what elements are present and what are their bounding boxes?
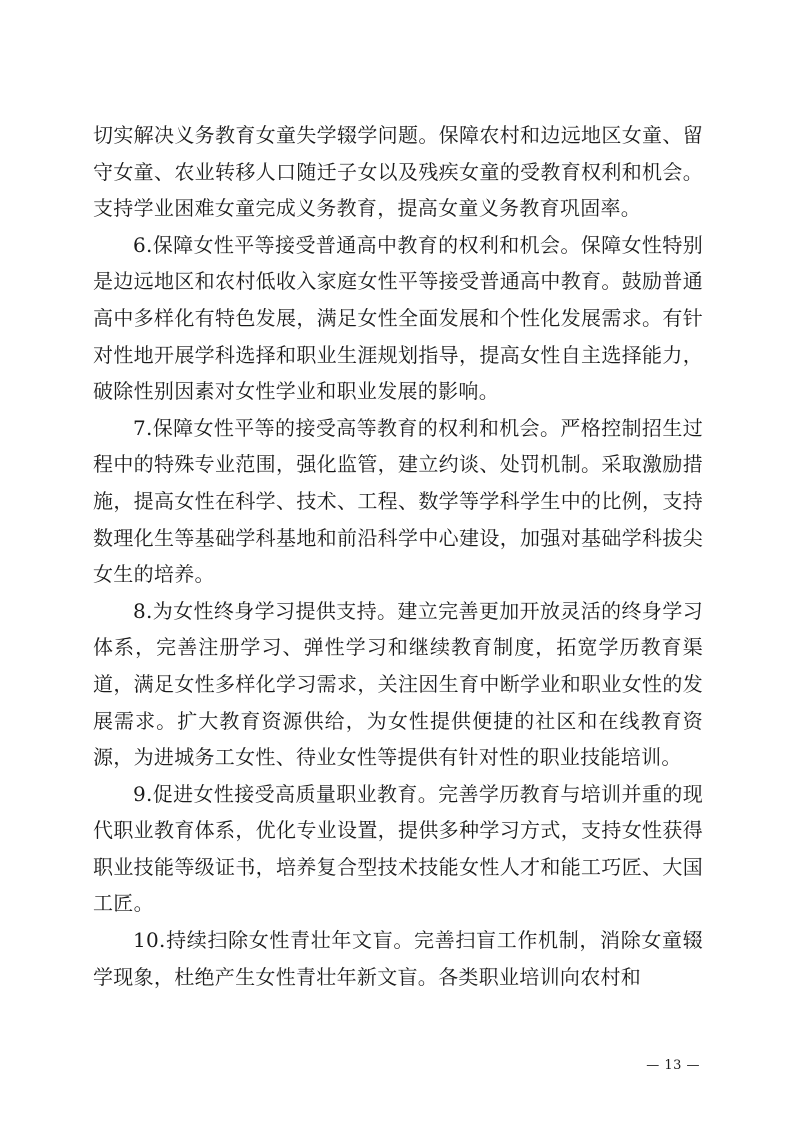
page-number: — 13 — bbox=[646, 1058, 700, 1073]
paragraph-item-8: 8.为女性终身学习提供支持。建立完善更加开放灵活的终身学习体系，完善注册学习、弹性学习和继续教育制度，拓宽学历教育渠道，满足女性多样化学习需求，关注因生育中断学业和职业女性的发展需求。扩大教育资源供给，为女性提供便捷的社区和在线教育资源，为进城务工女性、待业女性等提供有针对性的职业技能培训。 bbox=[93, 598, 703, 770]
document-body bbox=[93, 117, 703, 995]
paragraph-item-9: 9.促进女性接受高质量职业教育。完善学历教育与培训并重的现代职业教育体系，优化专业设置，提供多种学习方式，支持女性获得职业技能等级证书，培养复合型技术技能女性人才和能工巧匠、大国工匠。 bbox=[93, 781, 703, 916]
paragraph-item-10: 10.持续扫除女性青壮年文盲。完善扫盲工作机制，消除女童辍学现象，杜绝产生女性青壮年新文盲。各类职业培训向农村和 bbox=[93, 928, 703, 989]
paragraph-item-7: 7.保障女性平等的接受高等教育的权利和机会。严格控制招生过程中的特殊专业范围，强化监管，建立约谈、处罚机制。采取激励措施，提高女性在科学、技术、工程、数学等学科学生中的比例，支持数理化生等基础学科基地和前沿科学中心建设，加强对基础学科拔尖女生的培养。 bbox=[93, 415, 703, 587]
paragraph-item-6: 6.保障女性平等接受普通高中教育的权利和机会。保障女性特别是边远地区和农村低收入家庭女性平等接受普通高中教育。鼓励普通高中多样化有特色发展，满足女性全面发展和个性化发展需求。有针对性地开展学科选择和职业生涯规划指导，提高女性自主选择能力，破除性别因素对女性学业和职业发展的影响。 bbox=[93, 232, 703, 404]
paragraph-continuation: 切实解决义务教育女童失学辍学问题。保障农村和边远地区女童、留守女童、农业转移人口随迁子女以及残疾女童的受教育权利和机会。支持学业困难女童完成义务教育，提高女童义务教育巩固率。 bbox=[93, 123, 703, 221]
